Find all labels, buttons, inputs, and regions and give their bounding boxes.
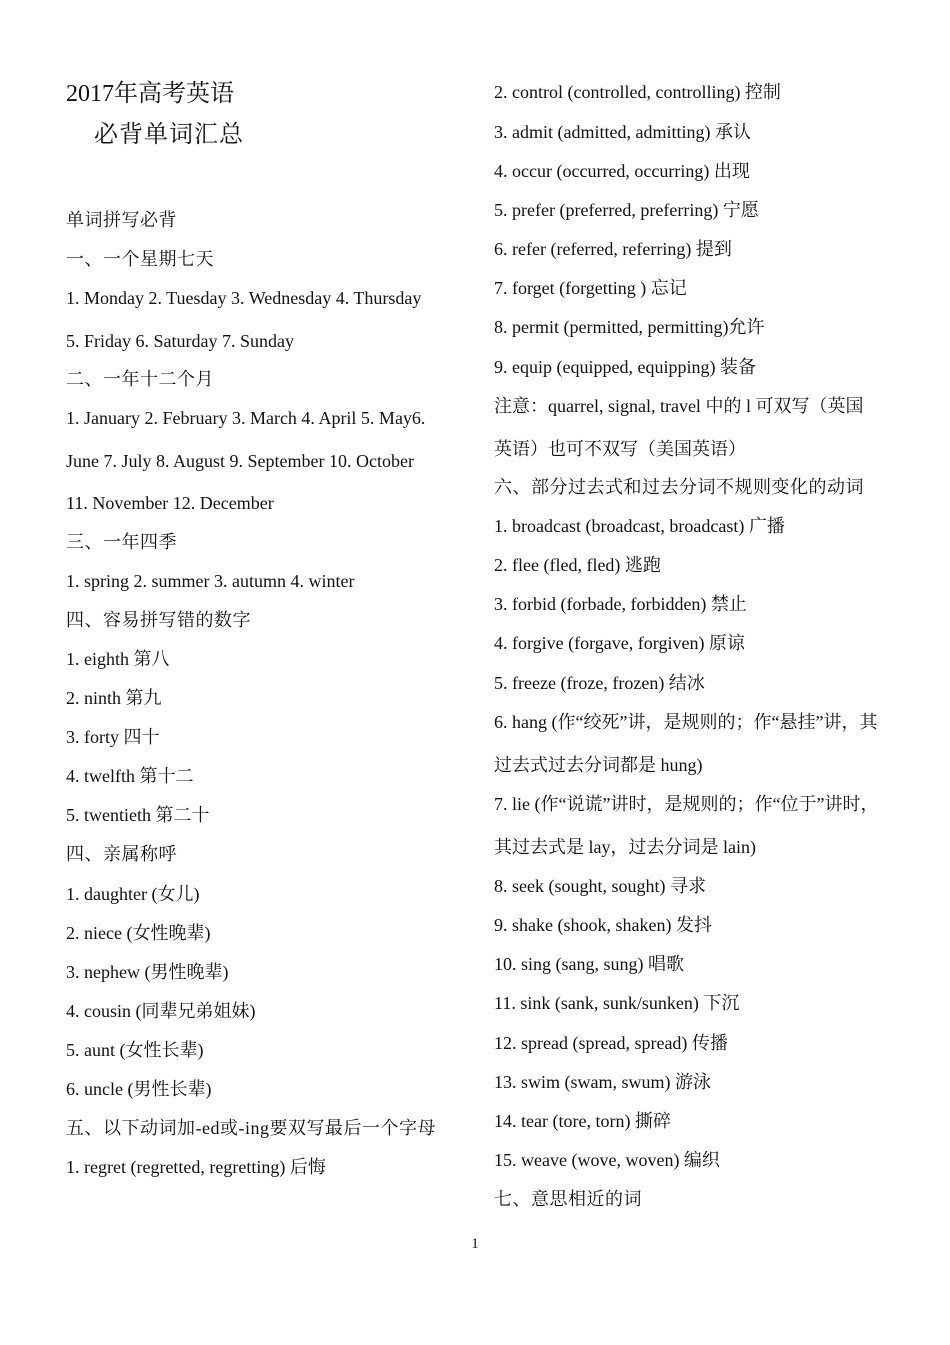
section-heading: 四、容易拼写错的数字 <box>66 610 251 630</box>
text-line: 4. occur (occurred, occurring) 出现 <box>494 161 750 181</box>
text-line: 15. weave (wove, woven) 编织 <box>494 1150 720 1170</box>
section-heading: 七、意思相近的词 <box>494 1189 642 1209</box>
text-line: 9. equip (equipped, equipping) 装备 <box>494 357 756 377</box>
text-line: 2. control (controlled, controlling) 控制 <box>494 82 781 102</box>
text-line: 过去式过去分词都是 hung) <box>494 755 703 775</box>
text-line: 3. forty 四十 <box>66 727 160 747</box>
text-line: 6. hang (作“绞死”讲，是规则的；作“悬挂”讲，其 <box>494 712 878 732</box>
text-line: 2. ninth 第九 <box>66 688 162 708</box>
section-heading: 三、一年四季 <box>66 532 177 552</box>
text-line: 10. sing (sang, sung) 唱歌 <box>494 954 684 974</box>
text-line: 1. Monday 2. Tuesday 3. Wednesday 4. Thursday <box>66 288 422 308</box>
text-line: 6. uncle (男性长辈) <box>66 1079 212 1099</box>
text-line: 1. daughter (女儿) <box>66 884 200 904</box>
text-line: 5. aunt (女性长辈) <box>66 1040 204 1060</box>
section-heading: 五、以下动词加-ed或-ing要双写最后一个字母 <box>66 1118 436 1138</box>
text-line: 1. January 2. February 3. March 4. April 5. May6. <box>66 408 426 428</box>
text-line: 4. twelfth 第十二 <box>66 766 194 786</box>
text-line: 12. spread (spread, spread) 传播 <box>494 1033 728 1053</box>
document-subtitle: 必背单词汇总 <box>94 122 244 148</box>
text-line: 1. spring 2. summer 3. autumn 4. winter <box>66 571 355 591</box>
text-line: 7. forget (forgetting ) 忘记 <box>494 278 687 298</box>
section-heading: 六、部分过去式和过去分词不规则变化的动词 <box>494 477 864 497</box>
section-heading: 一、一个星期七天 <box>66 249 214 269</box>
text-line: 8. permit (permitted, permitting)允许 <box>494 317 765 337</box>
text-line: 3. forbid (forbade, forbidden) 禁止 <box>494 594 747 614</box>
text-line: June 7. July 8. August 9. September 10. October <box>66 451 414 471</box>
text-line: 其过去式是 lay，过去分词是 lain) <box>494 837 756 857</box>
text-line: 5. prefer (preferred, preferring) 宁愿 <box>494 200 759 220</box>
text-line: 4. forgive (forgave, forgiven) 原谅 <box>494 633 745 653</box>
note-line: 英语）也可不双写（美国英语） <box>494 439 746 459</box>
text-line: 11. November 12. December <box>66 493 274 513</box>
section-heading: 四、亲属称呼 <box>66 844 177 864</box>
text-line: 13. swim (swam, swum) 游泳 <box>494 1072 711 1092</box>
text-line: 5. freeze (froze, frozen) 结冰 <box>494 673 705 693</box>
text-line: 2. niece (女性晚辈) <box>66 923 211 943</box>
section-heading: 单词拼写必背 <box>66 210 177 230</box>
note-line: 注意：quarrel, signal, travel 中的 l 可双写（英国 <box>494 396 864 416</box>
text-line: 2. flee (fled, fled) 逃跑 <box>494 555 661 575</box>
text-line: 1. broadcast (broadcast, broadcast) 广播 <box>494 516 785 536</box>
page-number: 1 <box>471 1236 479 1252</box>
text-line: 4. cousin (同辈兄弟姐妹) <box>66 1001 256 1021</box>
text-line: 8. seek (sought, sought) 寻求 <box>494 876 706 896</box>
text-line: 1. regret (regretted, regretting) 后悔 <box>66 1157 326 1177</box>
text-line: 1. eighth 第八 <box>66 649 170 669</box>
text-line: 14. tear (tore, torn) 撕碎 <box>494 1111 671 1131</box>
document-title: 2017年高考英语 <box>66 81 234 107</box>
text-line: 5. Friday 6. Saturday 7. Sunday <box>66 331 294 351</box>
text-line: 3. admit (admitted, admitting) 承认 <box>494 122 751 142</box>
text-line: 6. refer (referred, referring) 提到 <box>494 239 732 259</box>
text-line: 9. shake (shook, shaken) 发抖 <box>494 915 712 935</box>
text-line: 11. sink (sank, sunk/sunken) 下沉 <box>494 993 740 1013</box>
text-line: 7. lie (作“说谎”讲时，是规则的；作“位于”讲时， <box>494 794 879 814</box>
text-line: 5. twentieth 第二十 <box>66 805 210 825</box>
section-heading: 二、一年十二个月 <box>66 369 214 389</box>
text-line: 3. nephew (男性晚辈) <box>66 962 229 982</box>
